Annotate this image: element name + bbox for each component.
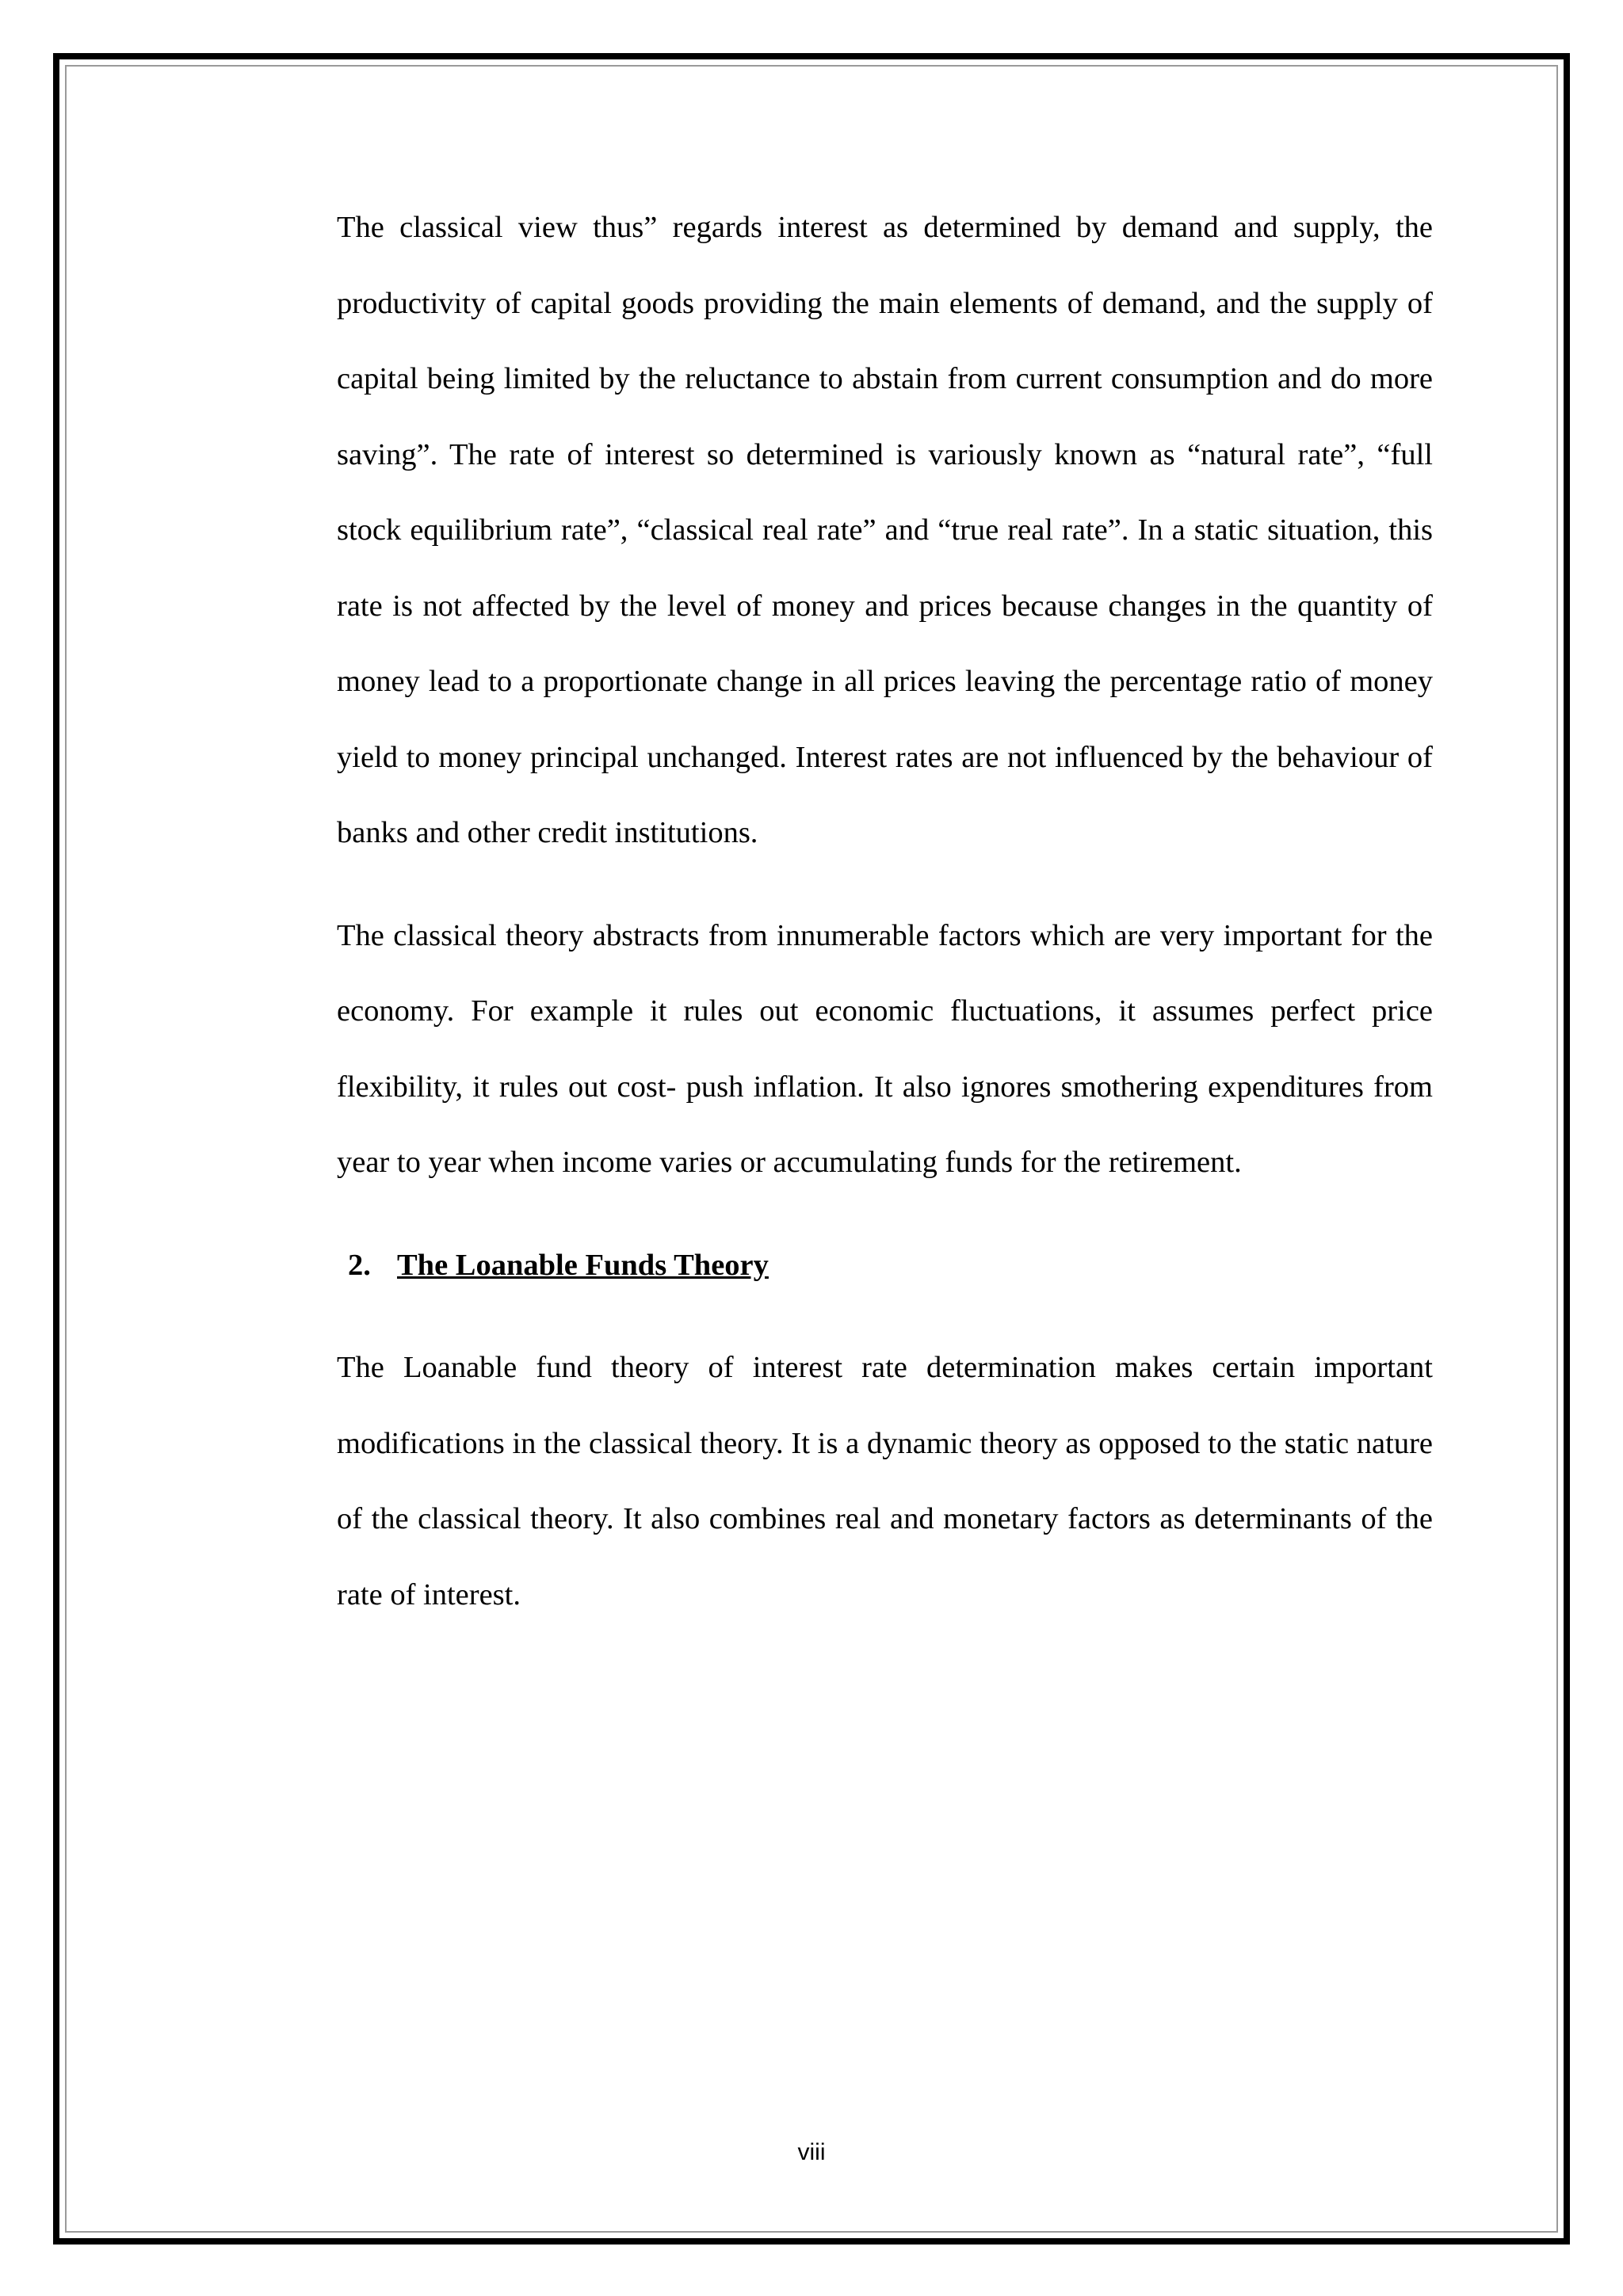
paragraph-classical-theory-abstracts: The classical theory abstracts from innumerable factors which are very important for the economy. For example it rules out economic fluctuations, it assumes perfect price flexibility, it rules out cost- push inflation. It also ignores smothering expenditures from year to year when income varies or accumulating funds for the retirement.	[337, 918, 1433, 1179]
paragraph-loanable-funds: The Loanable fund theory of interest rate determination makes certain important modifications in the classical theory. It is a dynamic theory as opposed to the static nature of the classical theory. It also combines real and monetary factors as determinants of the rate of interest.	[337, 1351, 1433, 1611]
section-number: 2.	[348, 1248, 371, 1282]
paragraph-classical-view: The classical view thus” regards interest as determined by demand and supply, the productivity of capital goods providing the main elements of demand, and the supply of capital being limited by the reluctance to abstain from current consumption and do more saving”. The rate of interest so determined is variously known as “natural rate”, “full stock equilibrium rate”, “classical real rate” and “true real rate”. In a static situation, this rate is not affected by the level of money and prices because changes in the quantity of money lead to a proportionate change in all prices leaving the percentage ratio of money yield to money principal unchanged. Interest rates are not influenced by the behaviour of banks and other credit institutions.	[337, 211, 1433, 849]
page-number: viii	[797, 2139, 826, 2165]
document-body	[337, 190, 1433, 1633]
section-heading	[337, 1228, 1433, 1304]
section-title: The Loanable Funds Theory	[397, 1248, 769, 1282]
